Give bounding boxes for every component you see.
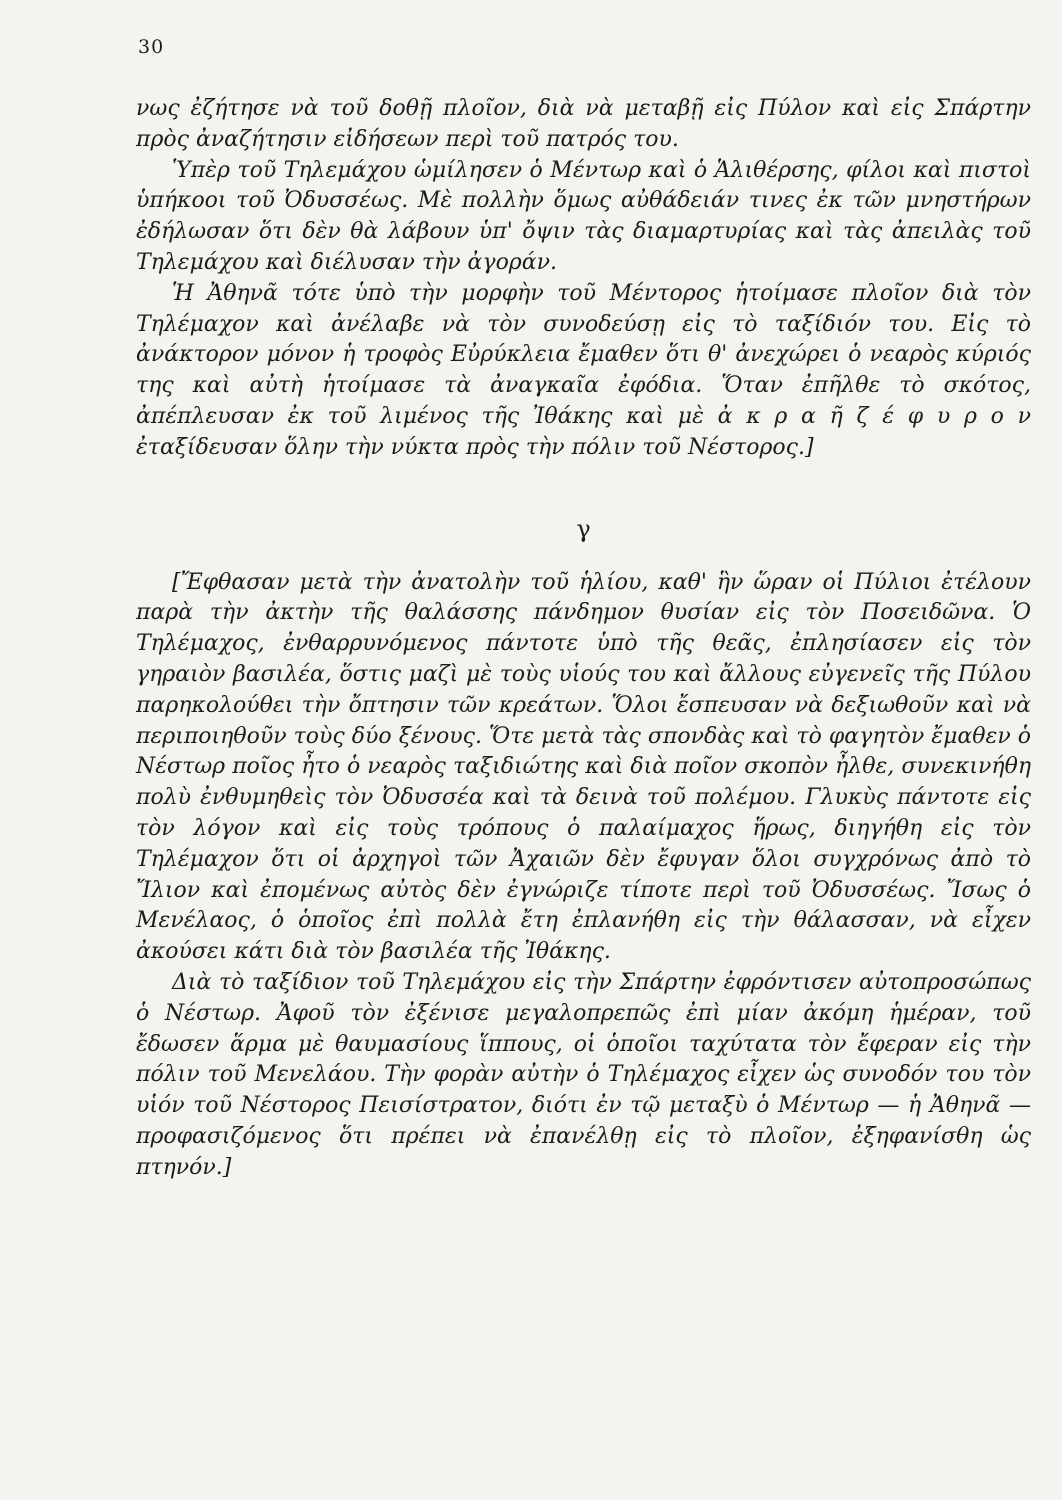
page-text-body xyxy=(136,94,1031,1184)
paragraph-departure: Ἡ Ἀθηνᾶ τότε ὑπὸ τὴν μορφὴν τοῦ Μέντορος ἡτοίμασε πλοῖον διὰ τὸν Τηλέμαχον καὶ ἀνέλαβε νὰ τὸν συνοδεύσῃ εἰς τὸ ταξίδιόν του. Εἰς τὸ ἀνάκτορον μόνον ἡ τροφὸς Εὐρύκλεια ἔμαθεν ὅτι θ' ἀνεχώρει ὁ νεαρὸς κύριός της καὶ αὐτὴ ἡτοίμασε τὰ ἀναγκαῖα ἐφόδια. Ὅταν ἐπῆλθε τὸ σκότος, ἀπέπλευσαν ἐκ τοῦ λιμένος τῆς Ἰθάκης καὶ μὲ ἀ κ ρ α ῆ ζ έ φ υ ρ ο ν ἐταξίδευσαν ὅλην τὴν νύκτα πρὸς τὴν πόλιν τοῦ Νέστορος.] xyxy=(136,280,1031,460)
paragraph-continuation: νως ἐζήτησε νὰ τοῦ δοθῇ πλοῖον, διὰ νὰ μεταβῇ εἰς Πύλον καὶ εἰς Σπάρτην πρὸς ἀναζήτησιν εἰδήσεων περὶ τοῦ πατρός του. xyxy=(136,96,1031,152)
paragraph-assembly: Ὑπὲρ τοῦ Τηλεμάχου ὡμίλησεν ὁ Μέντωρ καὶ ὁ Ἁλιθέρσης, φίλοι καὶ πιστοὶ ὑπήκοοι τοῦ Ὀδυσσέως. Μὲ πολλὴν ὅμως αὐθάδειάν τινες ἐκ τῶν μνηστήρων ἐδήλωσαν ὅτι δὲν θὰ λάβουν ὑπ' ὄψιν τὰς διαμαρτυρίας καὶ τὰς ἀπειλὰς τοῦ Τηλεμάχου καὶ διέλυσαν τὴν ἀγοράν. xyxy=(136,157,1031,275)
section-heading-gamma: γ xyxy=(576,514,591,543)
paragraph-sparta-journey: Διὰ τὸ ταξίδιον τοῦ Τηλεμάχου εἰς τὴν Σπάρτην ἐφρόντισεν αὐτοπροσώπως ὁ Νέστωρ. Ἀφοῦ τὸν ἐξένισε μεγαλοπρεπῶς ἐπὶ μίαν ἀκόμη ἡμέραν, τοῦ ἔδωσεν ἅρμα μὲ θαυμασίους ἵππους, οἱ ὁποῖοι ταχύτατα τὸν ἔφεραν εἰς τὴν πόλιν τοῦ Μενελάου. Τὴν φορὰν αὐτὴν ὁ Τηλέμαχος εἶχεν ὡς συνοδόν του τὸν υἱόν τοῦ Νέστορος Πεισίστρατον, διότι ἐν τῷ μεταξὺ ὁ Μέντωρ — ἡ Ἀθηνᾶ — προφασιζόμενος ὅτι πρέπει νὰ ἐπανέλθῃ εἰς τὸ πλοῖον, ἐξηφανίσθη ὡς πτηνόν.] xyxy=(136,969,1031,1180)
paragraph-pylos: [Ἔφθασαν μετὰ τὴν ἀνατολὴν τοῦ ἡλίου, καθ' ἣν ὥραν οἱ Πύλιοι ἐτέλουν παρὰ τὴν ἀκτὴν τῆς θαλάσσης πάνδημον θυσίαν εἰς τὸν Ποσειδῶνα. Ὁ Τηλέμαχος, ἐνθαρρυνόμενος πάντοτε ὑπὸ τῆς θεᾶς, ἐπλησίασεν εἰς τὸν γηραιὸν βασιλέα, ὅστις μαζὶ μὲ τοὺς υἱούς του καὶ ἄλλους εὐγενεῖς τῆς Πύλου παρηκολούθει τὴν ὄπτησιν τῶν κρεάτων. Ὅλοι ἔσπευσαν νὰ δεξιωθοῦν καὶ νὰ περιποιηθοῦν τοὺς δύο ξένους. Ὅτε μετὰ τὰς σπονδὰς καὶ τὸ φαγητὸν ἔμαθεν ὁ Νέστωρ ποῖος ἦτο ὁ νεαρὸς ταξιδιώτης καὶ διὰ ποῖον σκοπὸν ἦλθε, συνεκινήθη πολὺ ἐνθυμηθεὶς τὸν Ὀδυσσέα καὶ τὰ δεινὰ τοῦ πολέμου. Γλυκὺς πάντοτε εἰς τὸν λόγον καὶ εἰς τοὺς τρόπους ὁ παλαίμαχος ἥρως, διηγήθη εἰς τὸν Τηλέμαχον ὅτι οἱ ἀρχηγοὶ τῶν Ἀχαιῶν δὲν ἔφυγαν ὅλοι συγχρόνως ἀπὸ τὸ Ἴλιον καὶ ἐπομένως αὐτὸς δὲν ἐγνώριζε τίποτε περὶ τοῦ Ὀδυσσέως. Ἴσως ὁ Μενέλαος, ὁ ὁποῖος ἐπὶ πολλὰ ἔτη ἐπλανήθη εἰς τὴν θάλασσαν, νὰ εἶχεν ἀκούσει κάτι διὰ τὸν βασιλέα τῆς Ἰθάκης. xyxy=(136,569,1031,965)
page-number: 30 xyxy=(138,36,165,58)
